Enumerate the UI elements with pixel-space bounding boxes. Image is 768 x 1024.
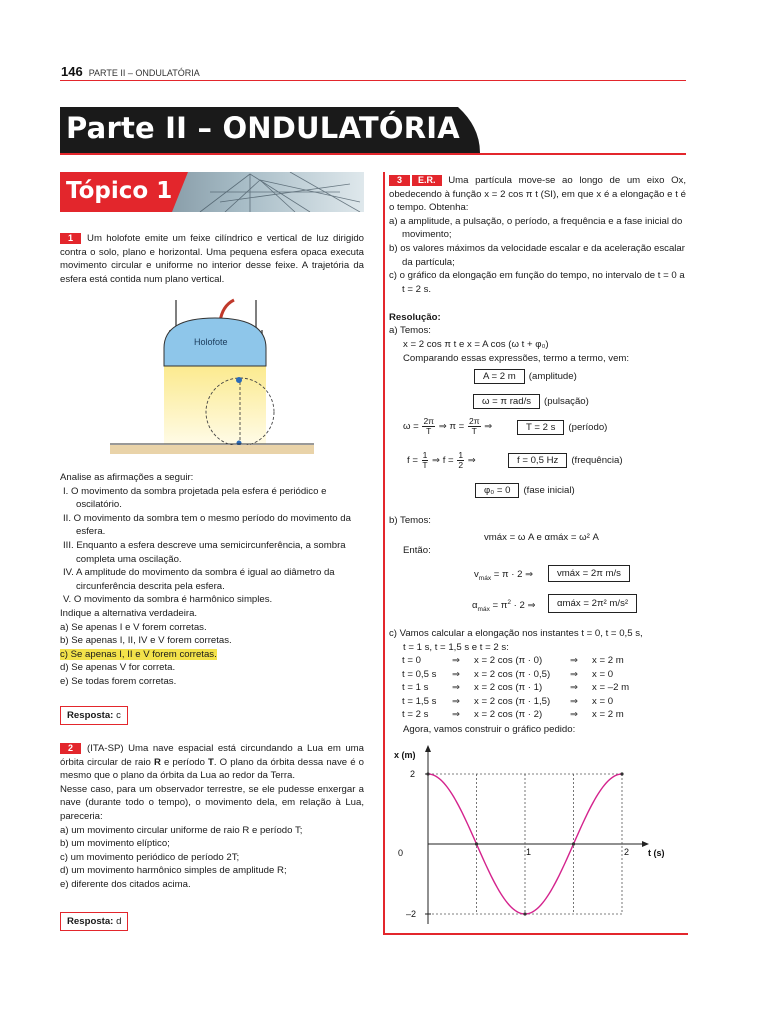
q2-answer-label: Resposta:: [67, 916, 114, 927]
question-2: [60, 742, 364, 892]
page-number: 146: [61, 64, 83, 79]
table-cell: t = 1 s: [402, 682, 429, 694]
frequency-row: [508, 453, 623, 468]
y-tick-label: 2: [410, 769, 416, 779]
q2-answer-box: [60, 912, 128, 931]
x-tick-label: 1: [526, 847, 532, 857]
amplitude-row: [474, 369, 577, 384]
q2-option-a: a) um movimento circular uniforme de raio R e período T;: [60, 824, 303, 836]
table-cell: t = 0,5 s: [402, 668, 437, 680]
frequency-box: f = 0,5 Hz: [508, 453, 567, 468]
table-cell: x = 2 cos (π · 0,5): [474, 668, 551, 680]
q1-answer-box: [60, 706, 128, 725]
amax-box: αmáx = 2π² m/s²: [548, 594, 637, 613]
table-cell: ⇒: [570, 709, 579, 721]
q1-item: III. Enquanto a esfera descreve uma semicircunferência, a sombra completa uma oscilação.: [63, 539, 346, 565]
data-point: [426, 772, 429, 775]
table-row: [402, 681, 652, 695]
x-axis-arrow: [642, 841, 649, 847]
q2-r: R: [153, 756, 161, 768]
table-cell: ⇒: [570, 668, 579, 680]
resolution-a-equation: x = 2 cos π t e x = A cos (ω t + φ₀): [403, 339, 549, 350]
table-cell: ⇒: [452, 655, 461, 666]
q1-text: Um holofote emite um feixe cilíndrico e vertical de luz dirigido contra o solo, plano e horizontal. Uma pequena esfera opaca executa movimento circular e uniforme no interior desse feixe. A trajetória da esfera está contida num plano vertical.: [60, 233, 364, 285]
resolution-a-compare: Comparando essas expressões, termo a termo, vem:: [403, 353, 630, 364]
topic-title: Tópico 1: [66, 178, 173, 204]
period-derivation: ω = $\frac{2\pi}{T}$ ⇒ π = $\frac{2\pi}{T}$ ⇒: [403, 416, 493, 436]
resolution-b-equation: vmáx = ω A e αmáx = ω² A: [484, 532, 599, 543]
running-header: [61, 64, 200, 79]
pulsation-box: ω = π rad/s: [473, 394, 540, 409]
period-note: (período): [568, 422, 608, 433]
elongation-chart: [386, 740, 686, 930]
table-cell: x = 0: [592, 695, 614, 707]
q1-item: II. O movimento da sombra tem o mesmo período do movimento da esfera.: [63, 512, 351, 538]
y-axis-label: x (m): [394, 750, 416, 760]
resolution-title: Resolução:: [389, 312, 441, 323]
q3-er-badge: E.R.: [412, 175, 442, 186]
holofote-figure: [110, 296, 314, 456]
table-cell: ⇒: [452, 709, 461, 721]
table-cell: ⇒: [452, 682, 461, 694]
running-title: PARTE II – ONDULATÓRIA: [88, 68, 200, 78]
table-row: [402, 654, 652, 668]
q2-statement-2: Nesse caso, para um observador terrestre, se ele pudesse enxergar a nave (durante todo o tempo), o movimento dela, em relação à Lua, pareceria:: [60, 783, 364, 822]
table-cell: x = 2 m: [592, 709, 624, 721]
vmax-box: vmáx = 2π m/s: [548, 565, 630, 582]
resolution-c-label: c) Vamos calcular a elongação nos instantes t = 0, t = 0,5 s,: [389, 628, 643, 639]
table-cell: x = 2 cos (π · 1,5): [474, 695, 551, 707]
table-cell: t = 0: [402, 655, 421, 666]
q2-option-c: c) um movimento periódico de período 2T;: [60, 851, 240, 863]
q2-text-3: . O plano da órbita dessa nave é o mesmo que o plano da órbita da Lua ao redor da Terra.: [60, 756, 365, 782]
q1-option-a: a) Se apenas I e V forem corretas.: [60, 621, 207, 633]
vmax-derivation: $v_{máx} = \pi \cdot 2$ ⇒: [474, 569, 534, 582]
table-cell: ⇒: [570, 682, 579, 694]
resolution-a-label: a) Temos:: [389, 325, 431, 336]
q2-option-e: e) diferente dos citados acima.: [60, 878, 191, 890]
q2-text-2: e período: [160, 756, 209, 768]
frequency-note: (frequência): [571, 455, 623, 466]
table-cell: x = 2 cos (π · 0): [474, 655, 543, 666]
q2-text-1: (ITA-SP) Uma nave espacial está circundando a Lua em uma órbita circular de raio: [60, 743, 364, 768]
elongation-table: [402, 654, 652, 722]
table-cell: ⇒: [452, 695, 461, 707]
header-rule: [60, 80, 686, 81]
q1-answer-value: c: [116, 710, 121, 721]
q3-number: 3: [389, 175, 410, 186]
table-cell: x = 0: [592, 668, 614, 680]
period-row: [517, 420, 607, 435]
table-cell: ⇒: [570, 655, 579, 666]
q1-option-c-highlighted: c) Se apenas I, II e V forem corretas.: [60, 648, 217, 660]
holofote-diagram: [110, 296, 314, 456]
q2-number: 2: [60, 743, 81, 754]
banner-title: Parte II – ONDULATÓRIA: [66, 111, 460, 145]
amplitude-box: A = 2 m: [474, 369, 525, 384]
banner-rule: [60, 153, 686, 155]
q1-answer-label: Resposta:: [67, 710, 114, 721]
graph-intro: Agora, vamos construir o gráfico pedido:: [403, 724, 576, 735]
data-point: [523, 912, 526, 915]
q1-intro: Analise as afirmações a seguir:: [60, 472, 194, 483]
q2-option-d: d) um movimento harmônico simples de amplitude R;: [60, 865, 287, 877]
vmax-row: [548, 565, 634, 582]
q3-text: Uma partícula move-se ao longo de um eixo Ox, obedecendo à função x = 2 cos π t (SI), em que x é a elongação e t é o tempo. Obtenha:: [389, 175, 686, 214]
resolution-c-label-2: t = 1 s, t = 1,5 s e t = 2 s:: [403, 642, 509, 653]
q1-item: V. O movimento da sombra é harmônico simples.: [63, 594, 273, 606]
x-tick-label: 0: [398, 848, 404, 858]
q1-body: [60, 471, 364, 689]
q1-item: I. O movimento da sombra projetada pela esfera é periódico e oscilatório.: [63, 485, 327, 511]
pulsation-note: (pulsação): [544, 396, 589, 407]
q1-statement: [60, 232, 364, 286]
q3-item-b: b) os valores máximos da velocidade escalar e da aceleração escalar da partícula;: [389, 242, 685, 268]
part-banner: [60, 107, 480, 153]
data-point: [572, 842, 575, 845]
table-row: [402, 708, 652, 722]
x-tick-label: 2: [624, 847, 630, 857]
resolution-b-then: Então:: [403, 545, 431, 556]
topic-banner: [60, 172, 364, 212]
table-cell: t = 1,5 s: [402, 695, 437, 707]
table-cell: ⇒: [570, 695, 579, 707]
x-axis-label: t (s): [648, 848, 665, 858]
data-point: [620, 772, 623, 775]
y-tick-label: –2: [406, 909, 417, 919]
table-cell: x = 2 m: [592, 655, 624, 666]
table-cell: x = 2 cos (π · 2): [474, 709, 543, 721]
table-cell: ⇒: [452, 668, 461, 680]
q1-prompt: Indique a alternativa verdadeira.: [60, 607, 198, 619]
q3-statement: [389, 174, 686, 215]
amax-row: [548, 594, 641, 613]
pulsation-row: [473, 394, 589, 409]
resolution-b-label: b) Temos:: [389, 515, 431, 526]
q3-item-c: c) o gráfico da elongação em função do tempo, no intervalo de t = 0 a t = 2 s.: [389, 270, 685, 295]
data-point: [475, 842, 478, 845]
question-3: [389, 174, 686, 296]
q2-answer-value: d: [116, 916, 122, 927]
q3-item-a: a) a amplitude, a pulsação, o período, a frequência e a fase inicial do movimento;: [389, 215, 683, 241]
q1-number: 1: [60, 233, 81, 244]
q1-option-d: d) Se apenas V for correta.: [60, 662, 176, 674]
q2-statement: [60, 742, 364, 783]
amax-derivation: $\alpha_{máx} = \pi^2 \cdot 2$ ⇒: [472, 599, 536, 614]
table-row: [402, 695, 652, 709]
table-cell: x = –2 m: [592, 682, 630, 694]
table-row: [402, 668, 652, 682]
q2-option-b: b) um movimento elíptico;: [60, 838, 170, 850]
phase-row: [475, 483, 575, 498]
amplitude-note: (amplitude): [528, 371, 577, 382]
q1-option-b: b) Se apenas I, II, IV e V forem corretas.: [60, 635, 232, 647]
period-box: T = 2 s: [517, 420, 564, 435]
frequency-derivation: f = $\frac{1}{T}$ ⇒ f = $\frac{1}{2}$ ⇒: [407, 450, 476, 470]
table-cell: t = 2 s: [402, 709, 429, 721]
phase-note: (fase inicial): [523, 485, 575, 496]
holofote-label: Holofote: [194, 337, 228, 347]
q1-option-e: e) Se todas forem corretas.: [60, 675, 177, 687]
phase-box: φ₀ = 0: [475, 483, 519, 498]
q2-t: T: [208, 756, 214, 768]
q1-item: IV. A amplitude do movimento da sombra é igual ao diâmetro da circunferência descrita pela esfera.: [63, 567, 335, 592]
table-cell: x = 2 cos (π · 1): [474, 682, 543, 694]
question-1: [60, 232, 364, 286]
y-axis-arrow: [425, 745, 431, 752]
